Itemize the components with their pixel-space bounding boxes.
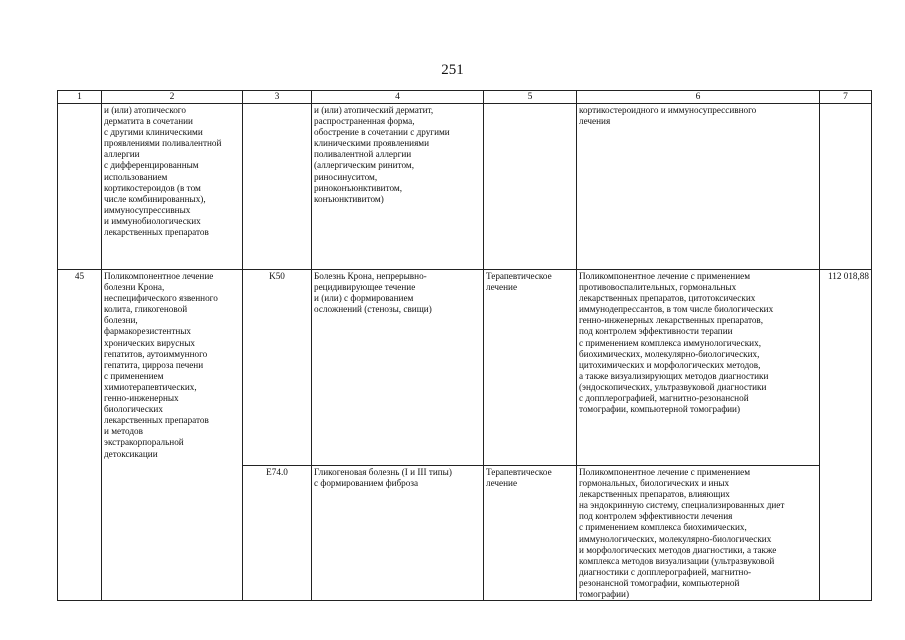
row-number	[58, 104, 102, 270]
patient-model-cell: Болезнь Крона, непрерывно- рецидивирующее течение и (или) с формированием осложнений (стенозы, свищи)	[312, 270, 484, 466]
header-col-1: 1	[58, 91, 102, 104]
page-number: 251	[441, 62, 464, 78]
header-col-4: 4	[312, 91, 484, 104]
icd-code-cell: E74.0	[243, 466, 312, 601]
icd-code-cell	[243, 104, 312, 270]
treatment-type-cell	[484, 104, 577, 270]
header-row	[58, 91, 872, 104]
treatment-method-cell: Поликомпонентное лечение с применением гормональных, биологических и иных лекарственных препаратов, влияющих на эндокринную систему, специализированных диет под контролем эффективности лечения с применением комплекса биохимических, иммунологических, молекулярно-биологических и морфологических методов диагностики, а также комплекса методов визуализации (ультразвуковой диагностики с допплерографией, магнитно- резонансной томографии, компьютерной томографии)	[577, 466, 820, 601]
group-45-row-k50	[58, 270, 872, 466]
header-col-3: 3	[243, 91, 312, 104]
treatment-type-cell: Терапевтическое лечение	[484, 466, 577, 601]
price-cell: 112 018,88	[820, 270, 872, 601]
patient-model-cell: и (или) атопический дерматит, распространенная форма, обострение в сочетании с другими клиническими проявлениями поливалентной аллергии (аллергическим ринитом, риносинуситом, риноконъюнктивитом, конъюнктивитом)	[312, 104, 484, 270]
row-number: 45	[58, 270, 102, 601]
header-col-6: 6	[577, 91, 820, 104]
continuation-row	[58, 104, 872, 270]
header-col-7: 7	[820, 91, 872, 104]
price-cell	[820, 104, 872, 270]
treatment-method-cell: Поликомпонентное лечение с применением противовоспалительных, гормональных лекарственных препаратов, цитотоксических иммунодепрессантов, в том числе биологических генно-инженерных лекарственных препаратов, под контролем эффективности терапии с применением комплекса иммунологических, биохимических, молекулярно-биологических, цитохимических и морфологических методов, а также визуализирующих методов диагностики (эндоскопических, ультразвуковой диагностики с допплерографией, магнитно-резонансной томографии, компьютерной томографии)	[577, 270, 820, 466]
treatment-type-cell: Терапевтическое лечение	[484, 270, 577, 466]
icd-code-cell: K50	[243, 270, 312, 466]
header-col-5: 5	[484, 91, 577, 104]
header-col-2: 2	[102, 91, 243, 104]
group-name-cell: и (или) атопического дерматита в сочетании с другими клиническими проявлениями поливалентной аллергии с дифференцированным использованием кортикостероидов (в том числе комбинированных), иммуносупрессивных и иммунобиологических лекарственных препаратов	[102, 104, 243, 270]
group-name-cell: Поликомпонентное лечение болезни Крона, неспецифического язвенного колита, гликогеновой болезни, фармакорезистентных хронических вирусных гепатитов, аутоиммунного гепатита, цирроза печени с применением химиотерапевтических, генно-инженерных биологических лекарственных препаратов и методов экстракорпоральной детоксикации	[102, 270, 243, 601]
patient-model-cell: Гликогеновая болезнь (I и III типы) с формированием фиброза	[312, 466, 484, 601]
medical-care-table	[57, 90, 872, 601]
treatment-method-cell: кортикостероидного и иммуносупрессивного лечения	[577, 104, 820, 270]
